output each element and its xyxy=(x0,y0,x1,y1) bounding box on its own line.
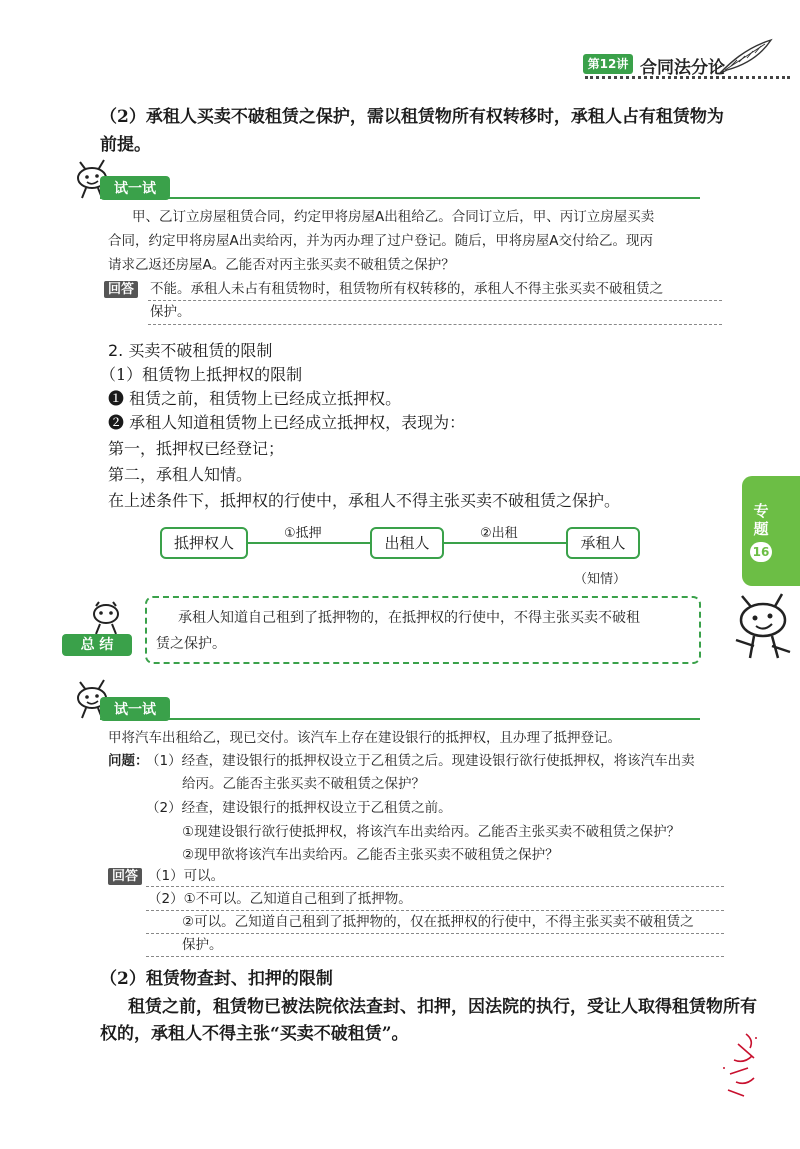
summary-line1: 承租人知道自己租到了抵押物的，在抵押权的行使中，不得主张买卖不破租 xyxy=(178,610,640,626)
section2-conclusion: 在上述条件下，抵押权的行使中，承租人不得主张买卖不破租赁之保护。 xyxy=(108,491,621,510)
try2-answer-rule3 xyxy=(146,933,724,934)
section2-second: 第二，承租人知情。 xyxy=(108,465,253,484)
flow-label-lease: ②出租 xyxy=(480,526,518,541)
para1-line1: （2）承租人买卖不破租赁之保护，需以租赁物所有权转移时，承租人占有租赁物为 xyxy=(100,107,724,127)
try2-a2-line1: （2）①不可以。乙知道自己租到了抵押物。 xyxy=(148,891,412,907)
try2-a1: （1）可以。 xyxy=(148,868,225,884)
flow-box-lessee: 承租人 xyxy=(566,527,640,559)
section2-heading: 2. 买卖不破租赁的限制 xyxy=(108,341,273,360)
try2-tag: 试一试 xyxy=(100,697,170,721)
try1-q-line3: 请求乙返还房屋A。乙能否对丙主张买卖不破租赁之保护？ xyxy=(108,257,455,273)
try2-answer-tag: 回答 xyxy=(108,868,142,885)
try1-q-line2: 合同，约定甲将房屋A出卖给丙，并为丙办理了过户登记。随后，甲将房屋A交付给乙。现丙 xyxy=(108,233,653,249)
topic-number: 16 xyxy=(750,542,772,562)
topic-label: 专题 xyxy=(753,502,769,538)
section2-item2: ❷ 承租人知道租赁物上已经成立抵押权，表现为： xyxy=(108,413,466,432)
try2-a2-line2: ②可以。乙知道自己租到了抵押物的，仅在抵押权的行使中，不得主张买卖不破租赁之 xyxy=(182,914,694,930)
quill-icon xyxy=(715,36,775,78)
flow-note-aware: （知情） xyxy=(574,572,627,587)
try2-answer-tag-wrap xyxy=(108,865,142,884)
try2-p2-sub1: ①现建设银行欲行使抵押权，将该汽车出卖给丙。乙能否主张买卖不破租赁之保护？ xyxy=(182,824,681,840)
try1-q-line1: 甲、乙订立房屋租赁合同，约定甲将房屋A出租给乙。合同订立后，甲、丙订立房屋买卖 xyxy=(132,209,655,225)
try2-p2-line1: （2）经查，建设银行的抵押权设立于乙租赁之前。 xyxy=(146,800,452,816)
try1-a-line1: 不能。承租人未占有租赁物时，租赁物所有权转移的，承租人不得主张买卖不破租赁之 xyxy=(150,281,663,297)
try1-answer-tag-wrap xyxy=(104,278,138,297)
sub2-line2: 权的，承租人不得主张“买卖不破租赁”。 xyxy=(100,1024,409,1044)
try2-p2-sub2: ②现甲欲将该汽车出卖给丙。乙能否主张买卖不破租赁之保护？ xyxy=(182,847,559,863)
section2-item1: ❶ 租赁之前，租赁物上已经成立抵押权。 xyxy=(108,389,402,408)
try2-q-line1: 甲将汽车出租给乙，现已交付。该汽车上存在建设银行的抵押权，且办理了抵押登记。 xyxy=(108,730,621,746)
try2-problem-label: 问题： xyxy=(108,753,149,769)
flow-box-lessor: 出租人 xyxy=(370,527,444,559)
try1-answer-tag: 回答 xyxy=(104,281,138,298)
section2-first: 第一，抵押权已经登记； xyxy=(108,439,285,458)
try2-answer-rule4 xyxy=(146,956,724,957)
try1-answer-rule2 xyxy=(148,324,722,325)
summary-tag: 总 结 xyxy=(62,634,132,656)
summary-mascot-icon xyxy=(86,600,126,636)
header-title: 合同法分论 xyxy=(640,58,725,78)
try1-a-line2: 保护。 xyxy=(150,304,191,320)
chapter-badge: 第12讲 xyxy=(583,54,633,74)
para1-line2: 前提。 xyxy=(100,135,151,155)
flow-label-mortgage: ①抵押 xyxy=(284,526,322,541)
flow-box-mortgagee: 抵押权人 xyxy=(160,527,248,559)
section2-sub1: （1）租赁物上抵押权的限制 xyxy=(100,365,303,384)
try2-p1-line2: 给丙。乙能否主张买卖不破租赁之保护？ xyxy=(182,776,425,792)
topic-side-tab xyxy=(742,476,800,586)
try1-bar xyxy=(100,197,700,199)
try1-tag: 试一试 xyxy=(100,176,170,200)
summary-line2: 赁之保护。 xyxy=(156,636,226,652)
try2-p1-line1: （1）经查，建设银行的抵押权设立于乙租赁之后。现建设银行欲行使抵押权，将该汽车出卖 xyxy=(146,753,695,769)
try2-a2-line3: 保护。 xyxy=(182,937,223,953)
flow-connector-1 xyxy=(244,542,370,544)
red-stamp-icon xyxy=(716,1030,766,1100)
try2-bar xyxy=(100,718,700,720)
sub2-heading: （2）租赁物查封、扣押的限制 xyxy=(100,969,333,989)
sub2-line1: 租赁之前，租赁物已被法院依法查封、扣押，因法院的执行，受让人取得租赁物所有 xyxy=(128,997,757,1017)
mascot-icon xyxy=(730,586,796,666)
try1-answer-rule1 xyxy=(148,300,722,301)
flow-connector-2 xyxy=(440,542,566,544)
